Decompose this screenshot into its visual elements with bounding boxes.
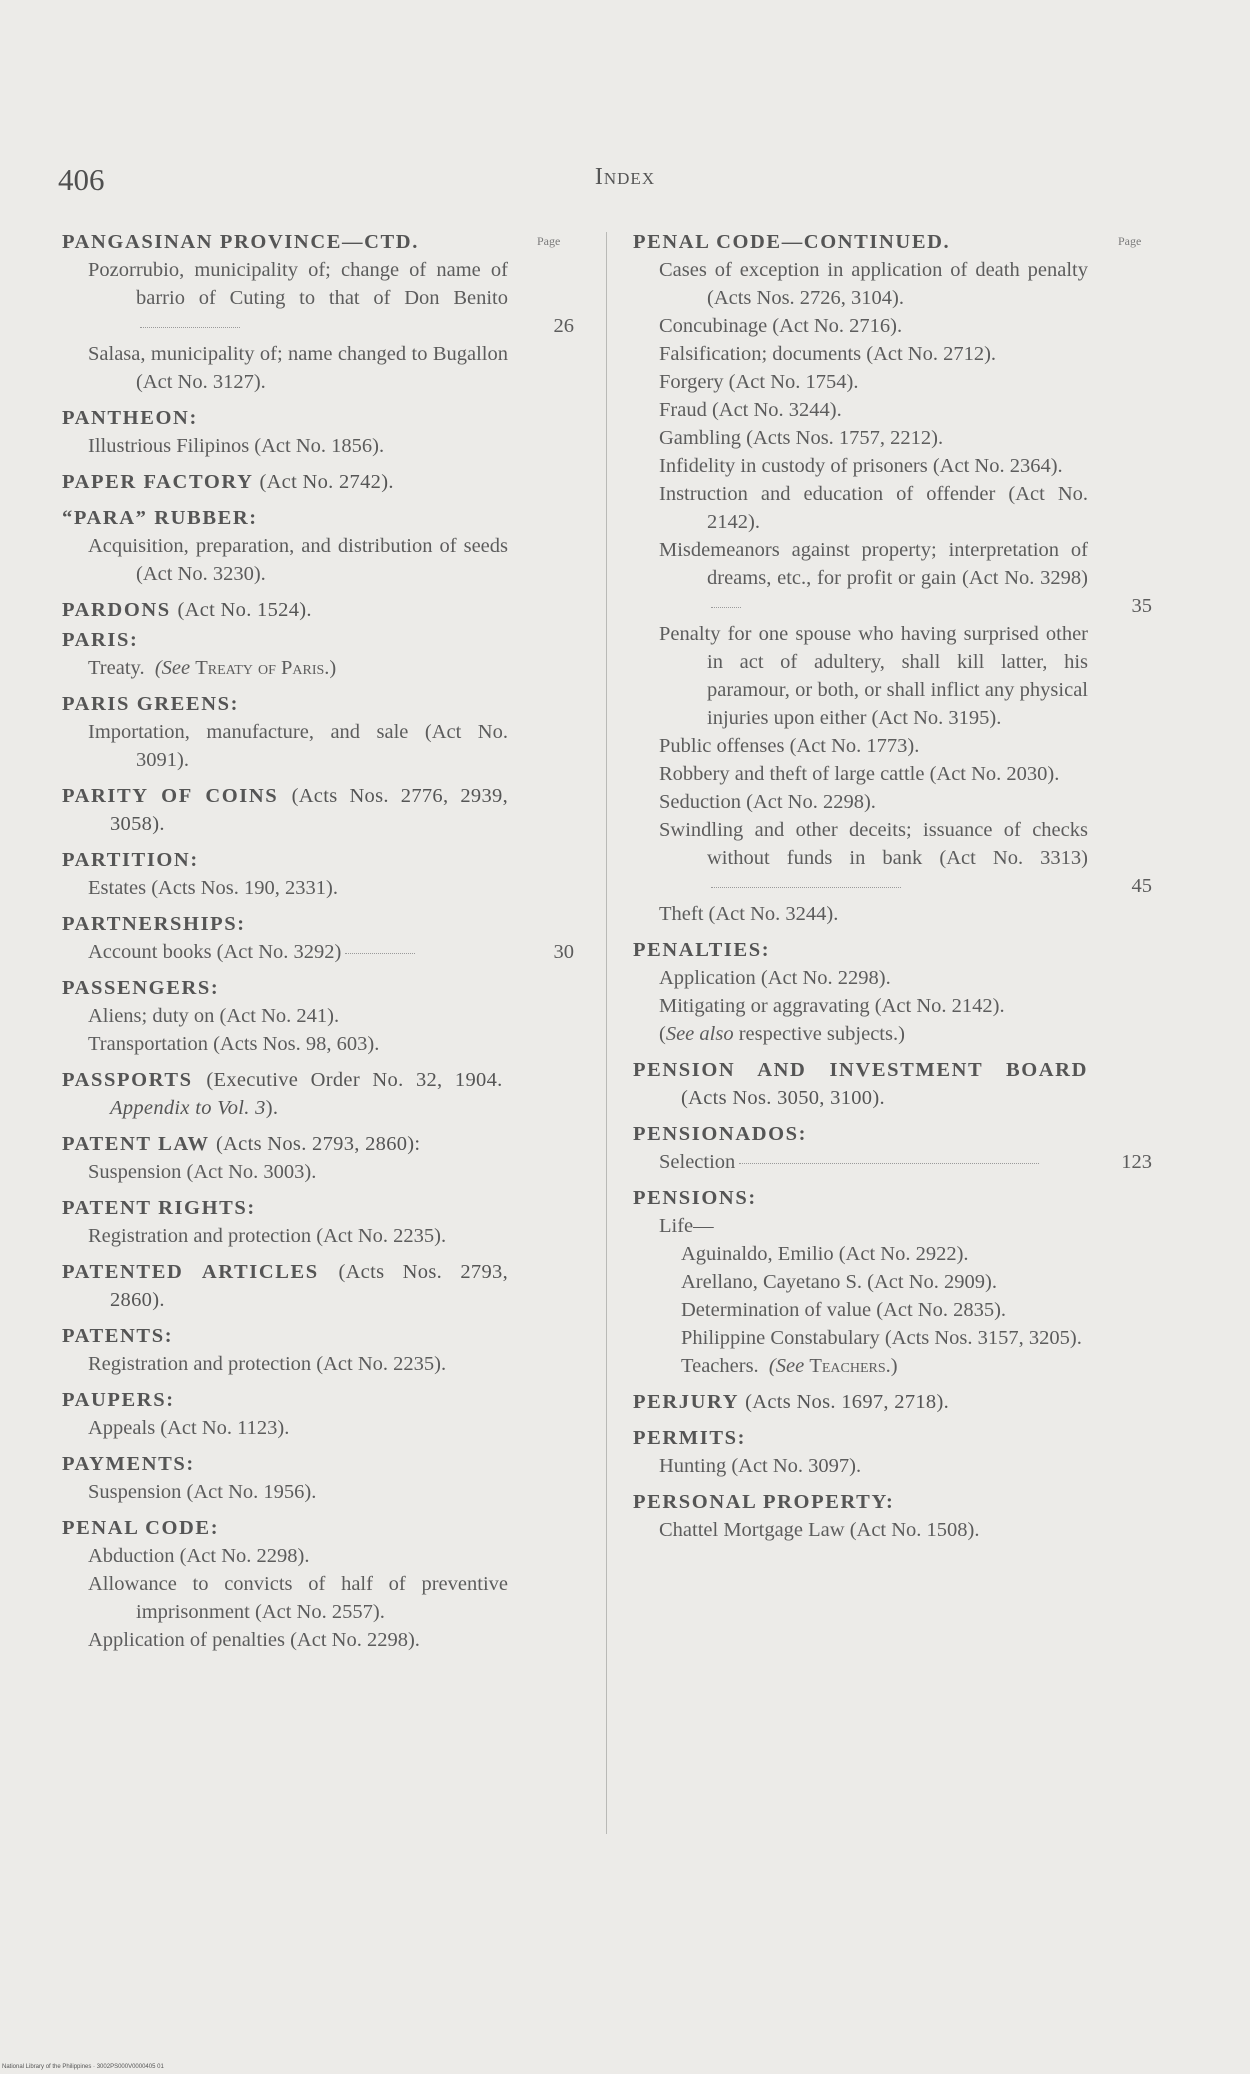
index-entry-patent-rights bbox=[62, 1194, 508, 1250]
sub-entry: Life— bbox=[659, 1215, 714, 1237]
sub-entry: Registration and protection (Act No. 2235). bbox=[88, 1225, 447, 1247]
sub-entry: Application of penalties (Act No. 2298). bbox=[88, 1629, 420, 1651]
sub-entry: Cases of exception in application of death penalty (Acts Nos. 2726, 3104). bbox=[659, 259, 1088, 309]
cross-reference: (See also respective subjects.) bbox=[659, 1023, 905, 1045]
index-entry-passports bbox=[62, 1066, 508, 1122]
entry-reference: (Act No. 2742). bbox=[259, 471, 394, 493]
page-column-label: Page bbox=[1118, 234, 1142, 248]
entry-heading: PENAL CODE—CONTINUED. bbox=[633, 231, 951, 253]
sub-entry: Theft (Act No. 3244). bbox=[659, 903, 839, 925]
sub-entry: Selection 123 bbox=[633, 1148, 1088, 1176]
entry-heading: PARIS GREENS: bbox=[62, 693, 240, 715]
entry-heading: PATENT LAW bbox=[62, 1133, 210, 1155]
sub-entry: Robbery and theft of large cattle (Act No. 2030). bbox=[659, 763, 1060, 785]
entry-heading: PARDONS bbox=[62, 599, 171, 621]
sub-entry: Mitigating or aggravating (Act No. 2142). bbox=[659, 995, 1005, 1017]
entry-heading: PANTHEON: bbox=[62, 407, 198, 429]
sub-sub-entry: Arellano, Cayetano S. (Act No. 2909). bbox=[681, 1271, 997, 1293]
index-entry-paupers bbox=[62, 1386, 508, 1442]
sub-entry: Appeals (Act No. 1123). bbox=[88, 1417, 290, 1439]
entry-heading: PENSIONS: bbox=[633, 1187, 757, 1209]
entry-reference: (Acts Nos. 2793, 2860): bbox=[215, 1133, 421, 1155]
sub-entry: Allowance to convicts of half of preventive imprisonment (Act No. 2557). bbox=[88, 1573, 508, 1623]
sub-entry: Suspension (Act No. 1956). bbox=[88, 1481, 317, 1503]
entry-heading: PERMITS: bbox=[633, 1427, 747, 1449]
sub-entry: Infidelity in custody of prisoners (Act No. 2364). bbox=[659, 455, 1063, 477]
index-entry-pensionados bbox=[633, 1120, 1152, 1176]
entry-heading: PARTNERSHIPS: bbox=[62, 913, 246, 935]
page-reference: 30 bbox=[553, 941, 574, 963]
sub-sub-entry: Philippine Constabulary (Acts Nos. 3157, 3205). bbox=[681, 1327, 1082, 1349]
index-entry-pensions bbox=[633, 1184, 1088, 1380]
sub-entry: Account books (Act No. 3292) 30 bbox=[62, 938, 508, 966]
sub-entry: Pozorrubio, municipality of; change of name of barrio of Cuting to that of Don Benito 26 bbox=[62, 256, 508, 340]
index-entry-patents bbox=[62, 1322, 508, 1378]
index-entry-permits bbox=[633, 1424, 1088, 1480]
sub-entry: Public offenses (Act No. 1773). bbox=[659, 735, 920, 757]
sub-entry: Swindling and other deceits; issuance of checks without funds in bank (Act No. 3313) 45 bbox=[633, 816, 1088, 900]
entry-heading: PASSPORTS bbox=[62, 1069, 193, 1091]
entry-heading: PATENTS: bbox=[62, 1325, 174, 1347]
sub-entry: Concubinage (Act No. 2716). bbox=[659, 315, 903, 337]
entry-heading: PARITY OF COINS bbox=[62, 785, 279, 807]
entry-heading: PANGASINAN PROVINCE—CTD. bbox=[62, 231, 419, 253]
sub-sub-entry: Determination of value (Act No. 2835). bbox=[681, 1299, 1007, 1321]
sub-entry: Illustrious Filipinos (Act No. 1856). bbox=[88, 435, 385, 457]
sub-entry: Treaty. (See Treaty of Paris.) bbox=[88, 657, 337, 679]
sub-entry: Estates (Acts Nos. 190, 2331). bbox=[88, 877, 338, 899]
entry-heading: PATENT RIGHTS: bbox=[62, 1197, 256, 1219]
sub-entry: Gambling (Acts Nos. 1757, 2212). bbox=[659, 427, 944, 449]
index-column-right bbox=[633, 228, 1152, 1552]
sub-entry: Seduction (Act No. 2298). bbox=[659, 791, 876, 813]
running-head: Index bbox=[594, 164, 656, 190]
sub-entry: Hunting (Act No. 3097). bbox=[659, 1455, 862, 1477]
sub-entry: Abduction (Act No. 2298). bbox=[88, 1545, 310, 1567]
sub-entry: Misdemeanors against property; interpretation of dreams, etc., for profit or gain (Act No. 3298) 35 bbox=[633, 536, 1088, 620]
index-entry-patented-articles bbox=[62, 1258, 508, 1314]
column-divider bbox=[606, 232, 607, 1834]
page-reference: 123 bbox=[1121, 1151, 1152, 1173]
sub-entry: Forgery (Act No. 1754). bbox=[659, 371, 859, 393]
index-entry-partition bbox=[62, 846, 508, 902]
index-entry-pantheon bbox=[62, 404, 508, 460]
sub-entry: Falsification; documents (Act No. 2712). bbox=[659, 343, 997, 365]
index-entry-perjury bbox=[633, 1388, 1088, 1416]
entry-heading: PAYMENTS: bbox=[62, 1453, 195, 1475]
entry-heading: PATENTED ARTICLES bbox=[62, 1261, 319, 1283]
entry-reference: (Acts Nos. 2793, 2860). bbox=[110, 1261, 508, 1311]
entry-heading: PAPER FACTORY bbox=[62, 471, 253, 493]
sub-entry: Fraud (Act No. 3244). bbox=[659, 399, 842, 421]
sub-entry: Salasa, municipality of; name changed to Bugallon (Act No. 3127). bbox=[88, 343, 508, 393]
page-reference: 35 bbox=[1131, 595, 1152, 617]
entry-heading: PERSONAL PROPERTY: bbox=[633, 1491, 895, 1513]
entry-heading: PAUPERS: bbox=[62, 1389, 175, 1411]
index-entry-personal-property bbox=[633, 1488, 1088, 1544]
index-entry-pension-board bbox=[633, 1056, 1088, 1112]
sub-entry: Application (Act No. 2298). bbox=[659, 967, 891, 989]
scan-credit: National Library of the Philippines · 3002PS000V0000405 01 bbox=[2, 2064, 164, 2070]
entry-heading: PARIS: bbox=[62, 629, 139, 651]
entry-reference: (Acts Nos. 1697, 2718). bbox=[745, 1391, 950, 1413]
entry-reference: (Acts Nos. 3050, 3100). bbox=[681, 1087, 885, 1109]
sub-entry: Acquisition, preparation, and distribution of seeds (Act No. 3230). bbox=[88, 535, 508, 585]
index-entry-passengers bbox=[62, 974, 508, 1058]
index-column-left bbox=[62, 228, 574, 1662]
entry-heading: PENALTIES: bbox=[633, 939, 771, 961]
entry-heading: PERJURY bbox=[633, 1391, 739, 1413]
sub-entry: Instruction and education of offender (Act No. 2142). bbox=[659, 483, 1088, 533]
page-column-label: Page bbox=[537, 234, 561, 248]
sub-entry: Chattel Mortgage Law (Act No. 1508). bbox=[659, 1519, 980, 1541]
index-entry-pardons bbox=[62, 596, 508, 624]
entry-reference: (Executive Order No. 32, 1904. Appendix to Vol. 3). bbox=[110, 1069, 503, 1119]
sub-entry: Aliens; duty on (Act No. 241). bbox=[88, 1005, 340, 1027]
index-entry-parity-of-coins bbox=[62, 782, 508, 838]
index-entry-paris-greens bbox=[62, 690, 508, 774]
index-entry-paper-factory bbox=[62, 468, 508, 496]
index-entry-payments bbox=[62, 1450, 508, 1506]
entry-heading: “PARA” RUBBER: bbox=[62, 507, 258, 529]
index-entry-penal-code bbox=[62, 1514, 508, 1654]
entry-heading: PENAL CODE: bbox=[62, 1517, 220, 1539]
sub-entry: Suspension (Act No. 3003). bbox=[88, 1161, 317, 1183]
entry-reference: (Act No. 1524). bbox=[177, 599, 312, 621]
sub-entry: Importation, manufacture, and sale (Act No. 3091). bbox=[88, 721, 508, 771]
page-number: 406 bbox=[58, 162, 105, 197]
sub-sub-entry: Aguinaldo, Emilio (Act No. 2922). bbox=[681, 1243, 969, 1265]
sub-entry: Registration and protection (Act No. 2235). bbox=[88, 1353, 447, 1375]
entry-heading: PENSIONADOS: bbox=[633, 1123, 808, 1145]
index-entry-para-rubber bbox=[62, 504, 508, 588]
index-entry-partnerships bbox=[62, 910, 574, 966]
index-entry-penalties bbox=[633, 936, 1088, 1048]
sub-sub-entry: Teachers. (See Teachers.) bbox=[681, 1355, 898, 1377]
sub-entry: Penalty for one spouse who having surprised other in act of adultery, shall kill latter, his paramour, or both, or shall inflict any physical injuries upon either (Act No. 3195). bbox=[659, 623, 1088, 729]
page-reference: 26 bbox=[553, 315, 574, 337]
index-entry-patent-law bbox=[62, 1130, 508, 1186]
entry-heading: PENSION AND INVESTMENT BOARD bbox=[633, 1059, 1088, 1081]
page-reference: 45 bbox=[1131, 875, 1152, 897]
sub-entry: Transportation (Acts Nos. 98, 603). bbox=[88, 1033, 380, 1055]
index-entry-paris bbox=[62, 626, 508, 682]
entry-heading: PARTITION: bbox=[62, 849, 199, 871]
entry-heading: PASSENGERS: bbox=[62, 977, 220, 999]
entry-reference: (Acts Nos. 2776, 2939, 3058). bbox=[110, 785, 508, 835]
